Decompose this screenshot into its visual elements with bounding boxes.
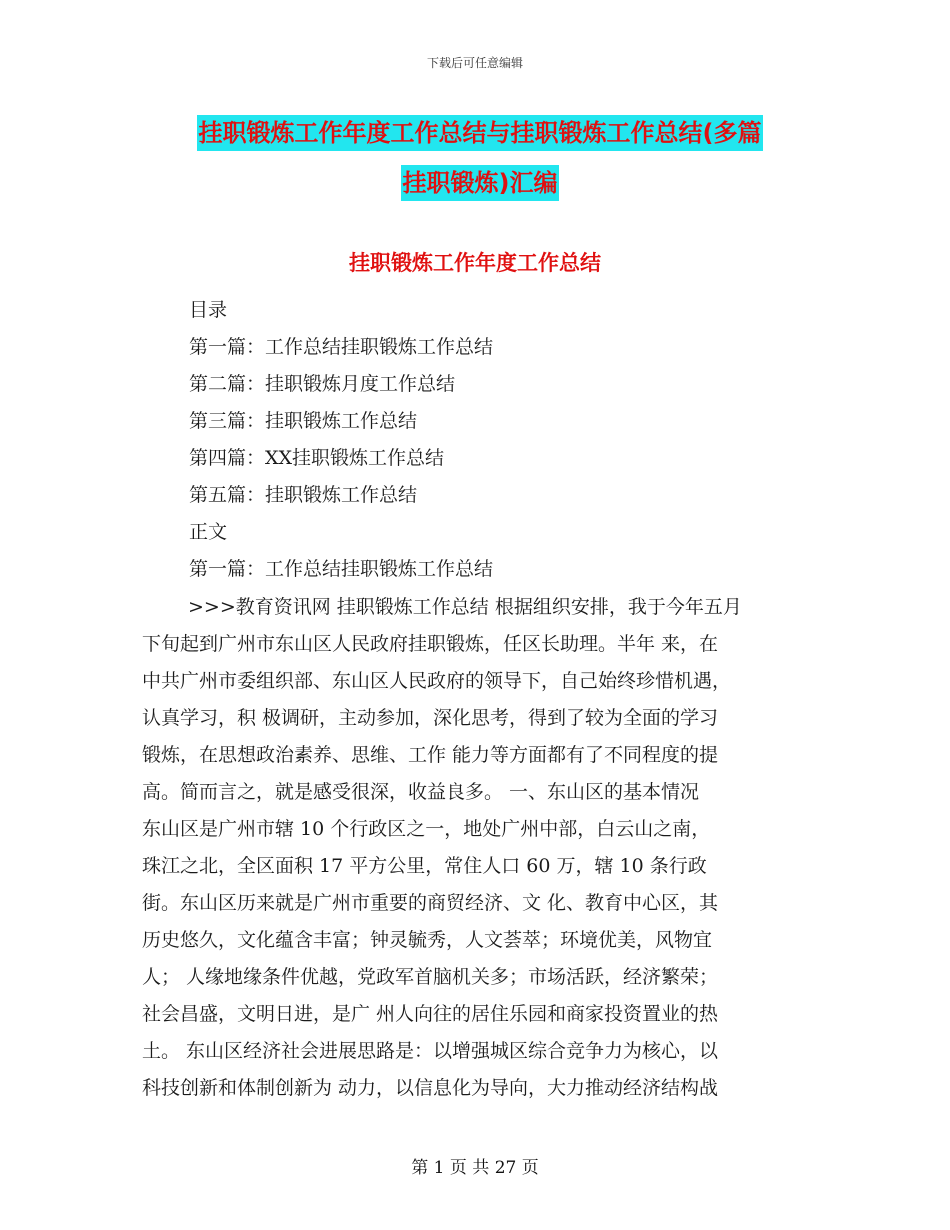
- chapter-heading: 第一篇：工作总结挂职锻炼工作总结: [189, 558, 494, 580]
- toc-item: 第二篇：挂职锻炼月度工作总结: [189, 373, 456, 395]
- body-line: 历史悠久，文化蕴含丰富；钟灵毓秀，人文荟萃；环境优美，风物宜: [142, 929, 713, 951]
- body-line: 中共广州市委组织部、东山区人民政府的领导下，自己始终珍惜机遇，: [142, 670, 732, 692]
- page-header-note: 下载后可任意编辑: [426, 56, 523, 70]
- body-line: 东山区是广州市辖 10 个行政区之一，地处广州中部，白云山之南，: [142, 818, 711, 840]
- body-line: 科技创新和体制创新为 动力，以信息化为导向，大力推动经济结构战: [142, 1077, 719, 1099]
- toc-item: 第三篇：挂职锻炼工作总结: [189, 410, 418, 432]
- body-line: 珠江之北，全区面积 17 平方公里，常住人口 60 万，辖 10 条行政: [142, 855, 707, 877]
- body-line: 锻炼，在思想政治素养、思维、工作 能力等方面都有了不同程度的提: [142, 744, 719, 766]
- section-title: 挂职锻炼工作年度工作总结: [349, 251, 601, 275]
- body-line: >>>教育资讯网 挂职锻炼工作总结 根据组织安排，我于今年五月: [188, 596, 742, 618]
- page-number: 第 1 页 共 27 页: [411, 1158, 539, 1178]
- body-line: 下旬起到广州市东山区人民政府挂职锻炼，任区长助理。半年 来，在: [142, 633, 719, 655]
- body-line: 街。东山区历来就是广州市重要的商贸经济、文 化、教育中心区，其: [142, 892, 719, 914]
- body-line: 认真学习，积 极调研，主动参加，深化思考，得到了较为全面的学习: [142, 707, 719, 729]
- body-line: 土。 东山区经济社会进展思路是：以增强城区综合竞争力为核心，以: [142, 1040, 719, 1062]
- title-line-2: 挂职锻炼)汇编: [401, 165, 560, 201]
- title-line-1: 挂职锻炼工作年度工作总结与挂职锻炼工作总结(多篇: [197, 115, 764, 151]
- body-line: 高。简而言之，就是感受很深，收益良多。 一、东山区的基本情况: [142, 781, 700, 803]
- body-line: 人； 人缘地缘条件优越，党政军首脑机关多；市场活跃，经济繁荣；: [142, 966, 719, 988]
- body-paragraph: [142, 589, 808, 1107]
- toc-item: 第一篇：工作总结挂职锻炼工作总结: [189, 336, 494, 358]
- toc-heading: 目录: [189, 299, 228, 321]
- toc-item: 第五篇：挂职锻炼工作总结: [189, 484, 418, 506]
- body-line: 社会昌盛，文明日进，是广 州人向往的居住乐园和商家投资置业的热: [142, 1003, 719, 1025]
- table-of-contents: [189, 292, 809, 588]
- body-heading: 正文: [189, 521, 228, 543]
- toc-item: 第四篇：XX挂职锻炼工作总结: [189, 447, 445, 469]
- document-title: [140, 108, 820, 208]
